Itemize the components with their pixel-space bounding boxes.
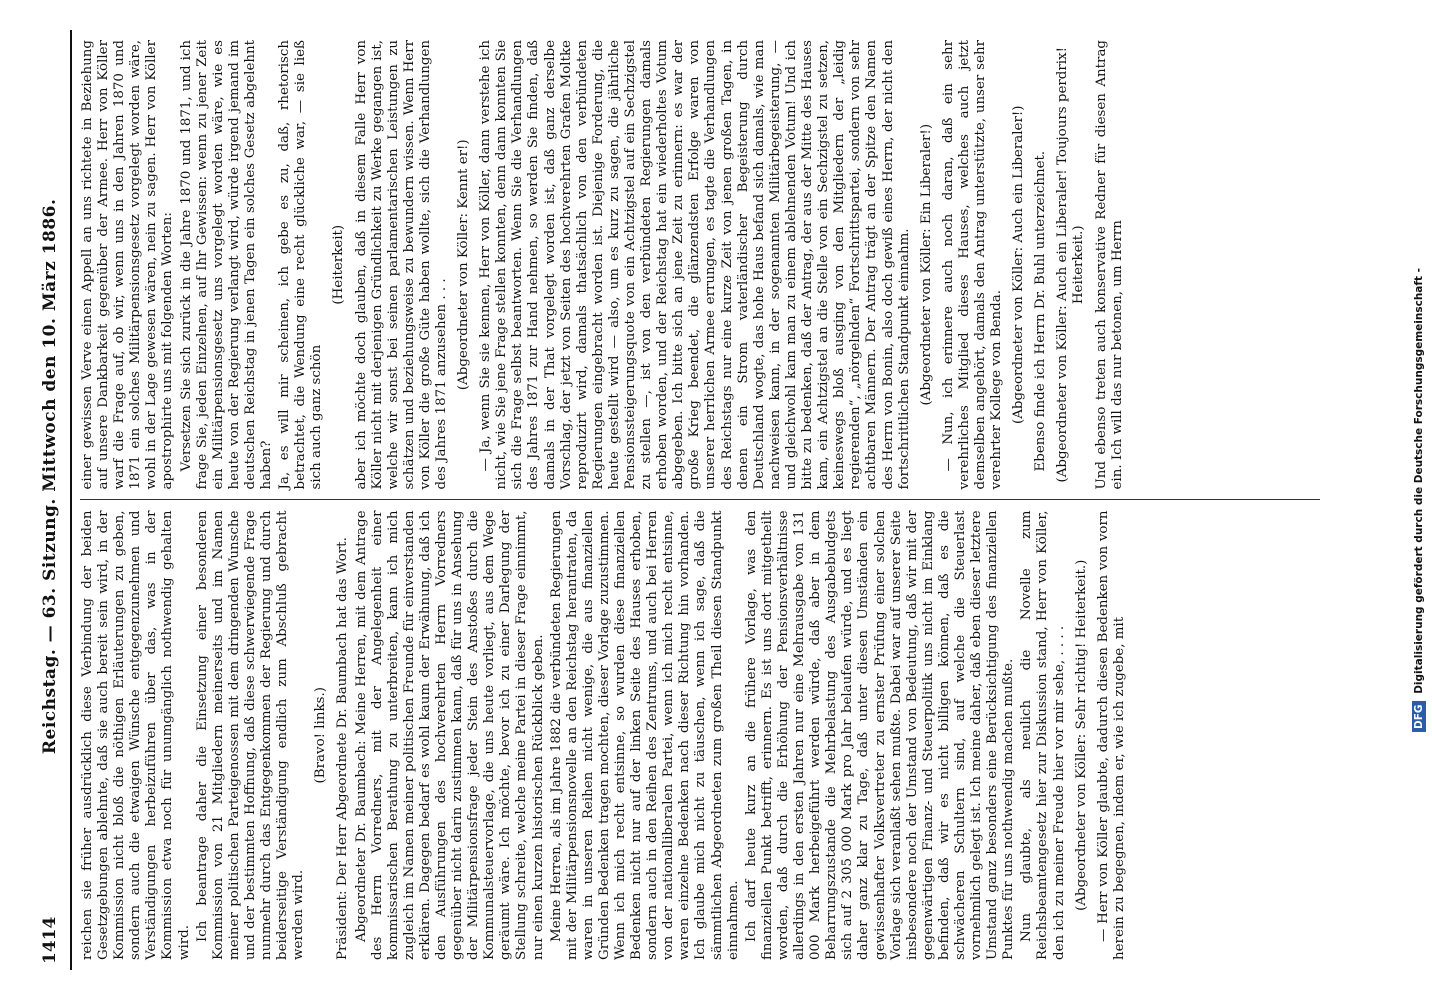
paragraph: einer gewissen Verve einen Appell an uns richtete in Beziehung auf unsere Dankbarkeit gegenüber der Armee. Herr von Köller warf die Frage auf, ob wir, wenn uns in den Jahren 1870 und 1871 ein solches Militärpensionsgesetz vorgelegt worden wäre, wohl in der Lage gewesen wären, nein zu sagen. Herr von Köller apostrophirte uns mit folgenden Worten: xyxy=(80,40,176,490)
page-header xyxy=(40,30,72,970)
paragraph: Ebenso finde ich Herrn Dr. Buhl unterzeichnet. xyxy=(1033,150,1049,472)
running-title: Reichstag. — 63. Sitzung. Mittwoch den 10. März 1886. xyxy=(40,198,60,755)
parenthetical-remark: (Abgeordneter von Köller: Sehr richtig! Heiterkeit.) xyxy=(1073,559,1089,911)
paragraph: Ich darf heute kurz an die frühere Vorlage, was den finanziellen Punkt betrifft, erinnern. Es ist uns dort mitgetheilt worden, daß durch die Erhöhung der Pensionsverhältnisse allerdings in den ersten Jahren nur eine Mehrausgabe von 131 000 Mark herbeigeführt werden würde, daß aber in dem Beharrungszustande die Mehrbelastung des Ausgabebudgets sich auf 2 305 000 Mark pro Jahr belaufen würde, und es liegt daher ganz klar zu Tage, daß unter diesen Umständen ein gewissenhafter Volksvertreter zu ernster Prüfung einer solchen Vorlage sich veranlaßt sehen mußte. Dabei war auf unserer Seite insbesondere noch der Umstand von Bedeutung, daß wir mit der gegenwärtigen Finanz- und Steuerpolitik uns nicht im Einklang befinden, daß wir es nicht billigen können, daß es die schwächeren Schultern sind, auf welche die Steuerlast vornehmlich gelegt ist. Ich meine daher, daß eben dieser letztere Umstand ganz besonders eine Berücksichtigung des finanziellen Punktes für uns nothwendig machen mußte. xyxy=(743,510,1017,960)
parenthetical-remark: (Abgeordneter von Köller: Kennt er!) xyxy=(456,139,472,391)
parenthetical-remark: (Abgeordneter von Köller: Ein Liberaler!) xyxy=(918,123,934,406)
paragraph: — Herr von Köller glaubte, dadurch diesen Bedenken von vorn herein zu begegnen, indem er, wie ich zugebe, mit xyxy=(1095,510,1127,960)
dfg-credit-strip xyxy=(1410,8,1428,992)
paragraph: — Ja, wenn Sie sie kennen, Herr von Köller, dann verstehe ich nicht, wie Sie jene Frage stellen konnten, denn dann konnten Sie sich die Frage selbst beantworten. Wenn Sie die Verhandlungen des Jahres 1871 zur Hand nehmen, so werden Sie finden, daß damals in der That vorgelegt worden ist, daß ganz derselbe Vorschlag, der jetzt von Seiten des hochverehrten Grafen Moltke reproduzirt wird, damals thatsächlich von den verbündeten Regierungen eingebracht worden ist. Diejenige Forderung, die heute gestellt wird — also, um es kurz zu sagen, die jährliche Pensionssteigerungsquote von ein Achtzigstel auf ein Sechzigstel zu stellen —, ist von den verbündeten Regierungen damals erhoben worden, und der Reichstag hat ein wiederholtes Votum abgegeben. Ich bitte sich an jene Zeit zu erinnern: es war der große Krieg beendet, die glänzendsten Erfolge waren von unserer herrlichen Armee errungen, es tagte die Verhandlungen des Reichstags nur eine kurze Zeit von jenen großen Tagen, in denen ein Strom vaterländischer Begeisterung durch Deutschland wogte, das hohe Haus befand sich damals, wie man nachweisen kann, in der sogenannten Militärbegeisterung, — und gleichwohl kam man zu einem ablehnenden Votum! Und ich bitte zu bedenken, daß der Antrag, der aus der Mitte des Hauses kam, ein Achtzigstel an die Stelle von ein Sechzigstel zu setzen, keineswegs bloß ausging von den Mitgliedern der „leidig regierenden“, „nörgelnden“ Fortschrittspartei, sondern von sehr achtbaren Männern. Der Antrag trägt an der Spitze den Namen des Herrn von Bonin, also doch gewiß eines Herrn, der nicht den fortschrittlichen Standpunkt einnahm. xyxy=(478,40,912,490)
dfg-credit-text: Digitalisierung gefördert durch die Deutsche Forschungsgemeinschaft - xyxy=(1413,268,1425,694)
paragraph: Und ebenso treten auch konservative Redner für diesen Antrag ein. Ich will das nur betonen, um Herrn xyxy=(1093,40,1125,490)
paragraph: Ich beantrage daher die Einsetzung einer besonderen Kommission von 21 Mitgliedern meinerseits und im Namen meiner politischen Parteigenossen mit dem dringenden Wunsche und der bestimmten Hoffnung, daß diese schwerwiegende Frage nunmehr durch das Entgegenkommen der Regierung und durch beiderseitige Verständigung endlich zum Abschluß gebracht werden wird. xyxy=(194,510,307,960)
document-page xyxy=(40,30,1320,970)
parenthetical-remark: (Heiterkeit) xyxy=(331,224,347,305)
column-right xyxy=(80,30,1320,500)
paragraph: aber ich möchte doch glauben, daß in diesem Falle Herr von Köller nicht mit derjenigen Gründlichkeit zu Werke gegangen ist, welche wir sonst bei seinen parlamentarischen Leistungen zu schätzen und beziehungsweise zu bewundern wissen. Wenn Herr von Köller die große Güte haben wollte, sich die Verhandlungen des Jahres 1871 anzusehen . . . xyxy=(353,40,449,490)
paragraph: — Nun, ich erinnere auch noch daran, daß ein sehr verehrliches Mitglied dieses Hauses, welches auch jetzt demselben angehört, damals den Antrag unterstützte, unser sehr verehrter Kollege von Benda. xyxy=(940,40,1005,490)
page-number: 1414 xyxy=(40,916,60,964)
text-columns xyxy=(80,30,1320,970)
parenthetical-remark: (Bravo! links.) xyxy=(313,687,329,784)
column-divider xyxy=(80,500,1320,501)
paragraph: Meine Herren, als im Jahre 1882 die verbündeten Regierungen mit der Militärpensionsnovelle an den Reichstag herantraten, da waren in unseren Reihen nicht wenige, die aus finanziellen Gründen Bedenken tragen mochten, dieser Vorlage zuzustimmen. Wenn ich mich recht entsinne, so wurden diese finanziellen Bedenken nicht nur auf der linken Seite des Hauses erhoben, sondern auch in den Reihen des Zentrums, und auch bei Herren von der nationalliberalen Partei, wenn ich mich recht entsinne, waren einzelne Bedenken nach dieser Richtung hin vorhanden. Ich glaube mich nicht zu täuschen, wenn ich sage, daß die sämmtlichen Abgeordneten zum großen Theil diesen Standpunkt einnahmen. xyxy=(548,510,741,960)
dfg-logo: DFG xyxy=(1412,701,1426,732)
paragraph: reichen sie früher ausdrücklich diese Verbindung der beiden Gesetzgebungen ablehnte, daß sie auch bereit sein wird, in der Kommission nicht bloß die nöthigen Erläuterungen zu geben, sondern auch die etwaigen Wünsche entgegenzunehmen und Verständigungen herbeizuführen über das, was in der Kommission etwa noch für unumgänglich nothwendig gehalten wird. xyxy=(80,510,192,960)
paragraph: Nun glaubte, als neulich die Novelle zum Reichsbeamtengesetz hier zur Diskussion stand, Herr von Köller, den ich zu meiner Freude hier vor mir sehe, . . . . xyxy=(1019,510,1067,960)
paragraph: Abgeordneter Dr. Baumbach: Meine Herren, mit dem Antrage des Herrn Vorredners, mit der Angelegenheit einer kommissarischen Berathung zu unterbreiten, kann ich mich zugleich im Namen meiner politischen Freunde für einverstanden erklären. Dagegen bedarf es wohl kaum der Erwähnung, daß ich den Ausführungen des hochverehrten Herrn Vorredners gegenüber nicht darin zustimmen kann, daß für uns in Ansehung der Militärpensionsfrage jeder Stein des Anstoßes durch die Kommunalsteuervorlage, die uns heute vorliegt, aus dem Wege geräumt wäre. Ich möchte, bevor ich zu einer Darlegung der Stellung schreite, welche meine Partei in dieser Frage einnimmt, nur einen kurzen historischen Rückblick geben. xyxy=(353,510,546,960)
parenthetical-remark: (Abgeordneter von Köller: Auch ein Liberaler!) xyxy=(1011,105,1027,424)
paragraph: Versetzen Sie sich zurück in die Jahre 1870 und 1871, und ich frage Sie, jeden Einzelnen, auf Ihr Gewissen: wenn zu jener Zeit ein Militärpensionsgesetz uns vorgelegt worden wäre, wie es heute von der Regierung verlangt wird, würde irgend jemand im deutschen Reichstag in jenen Tagen ein solches Gesetz abgelehnt haben? xyxy=(178,40,275,490)
paragraph: Präsident: Der Herr Abgeordnete Dr. Baumbach hat das Wort. xyxy=(335,537,351,960)
parenthetical-remark: (Abgeordneter von Köller: Auch ein Liberaler! Toujours perdrix! Heiterkeit.) xyxy=(1055,47,1087,483)
paragraph: Ja, es will mir scheinen, ich gebe es zu, daß, rhetorisch betrachtet, die Wendung eine recht glückliche war, — sie ließ sich auch ganz schön xyxy=(277,40,325,490)
column-left xyxy=(80,501,1320,971)
